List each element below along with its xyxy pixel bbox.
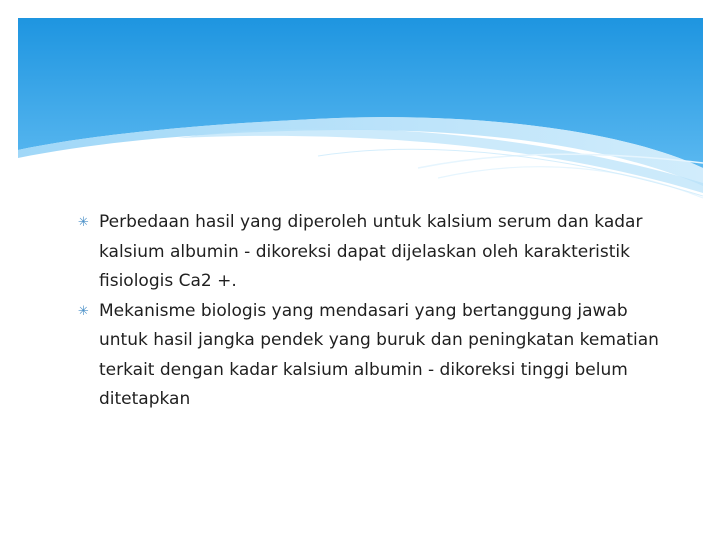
- content-area: [78, 208, 668, 415]
- bullet-text: Perbedaan hasil yang diperoleh untuk kalsium serum dan kadar kalsium albumin - dikoreksi dapat dijelaskan oleh karakteristik fisiologis Ca2 +.: [99, 212, 643, 291]
- bullet-item: [78, 297, 668, 415]
- bullet-text: Mekanisme biologis yang mendasari yang bertanggung jawab untuk hasil jangka pendek yang buruk dan peningkatan kematian terkait dengan kadar kalsium albumin - dikoreksi tinggi belum ditetapkan: [99, 300, 659, 409]
- asterisk-bullet-icon: ✳: [78, 215, 89, 230]
- bullet-item: [78, 208, 668, 297]
- header-banner: [18, 18, 703, 200]
- header-wave-graphic: [18, 18, 703, 200]
- bullet-list: [78, 208, 668, 415]
- asterisk-bullet-icon: ✳: [78, 303, 89, 319]
